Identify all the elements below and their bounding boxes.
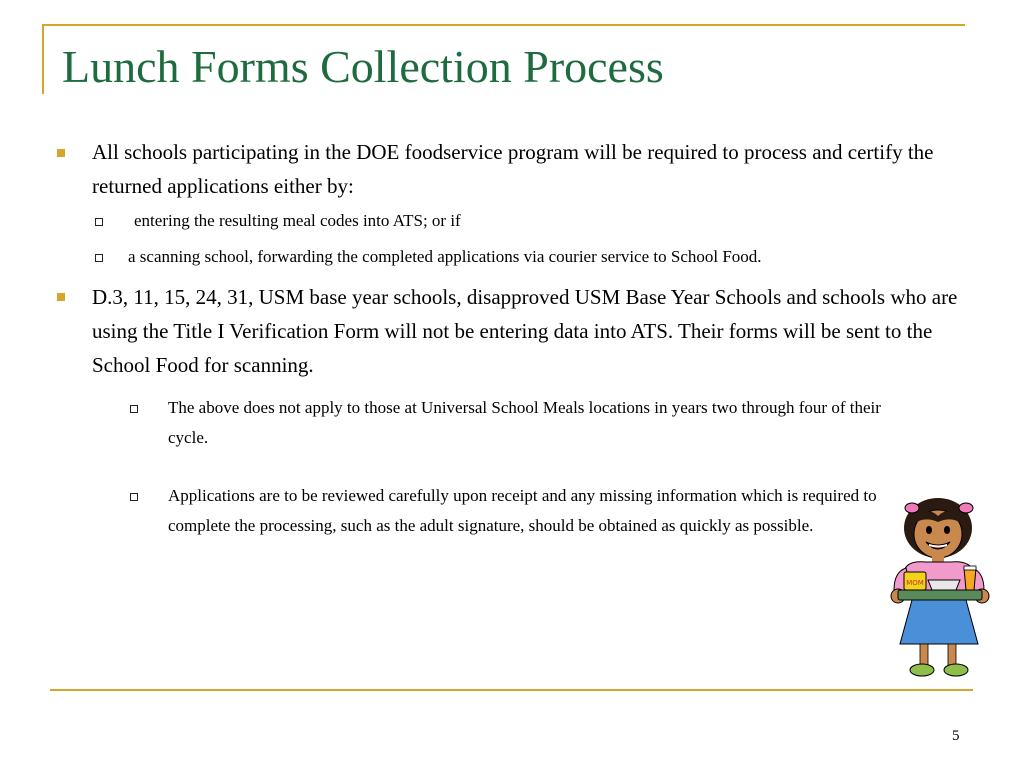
bullet-2-sub-2: Applications are to be reviewed carefully upon receipt and any missing information which is required to complete the processing, such as the adult signature, should be obtained as quickly as possible. [168,486,877,535]
bullet-marker [57,293,65,301]
bullet-1-sub-2: a scanning school, forwarding the completed applications via courier service to School Food. [128,247,762,266]
top-frame-line [42,24,965,26]
bottom-rule [50,689,973,691]
girl-lunch-tray-illustration [886,494,996,680]
bullet-marker [57,149,65,157]
slide-title: Lunch Forms Collection Process [62,41,664,92]
bullet-1-text: All schools participating in the DOE foodservice program will be required to process and certify the returned applications either by: [92,140,934,198]
left-frame-line [42,24,44,94]
bullet-2-sub-1: The above does not apply to those at Universal School Meals locations in years two through four of their cycle. [168,398,881,447]
lunchbox-label: MOM [906,579,924,587]
bullet-1-sub-1: entering the resulting meal codes into ATS; or if [134,211,461,230]
page-number: 5 [952,728,960,744]
bullet-2-text: D.3, 11, 15, 24, 31, USM base year schools, disapproved USM Base Year Schools and schools who are using the Title I Verification Form will not be entering data into ATS. Their forms will be sent to the School Food for scanning. [92,285,958,377]
